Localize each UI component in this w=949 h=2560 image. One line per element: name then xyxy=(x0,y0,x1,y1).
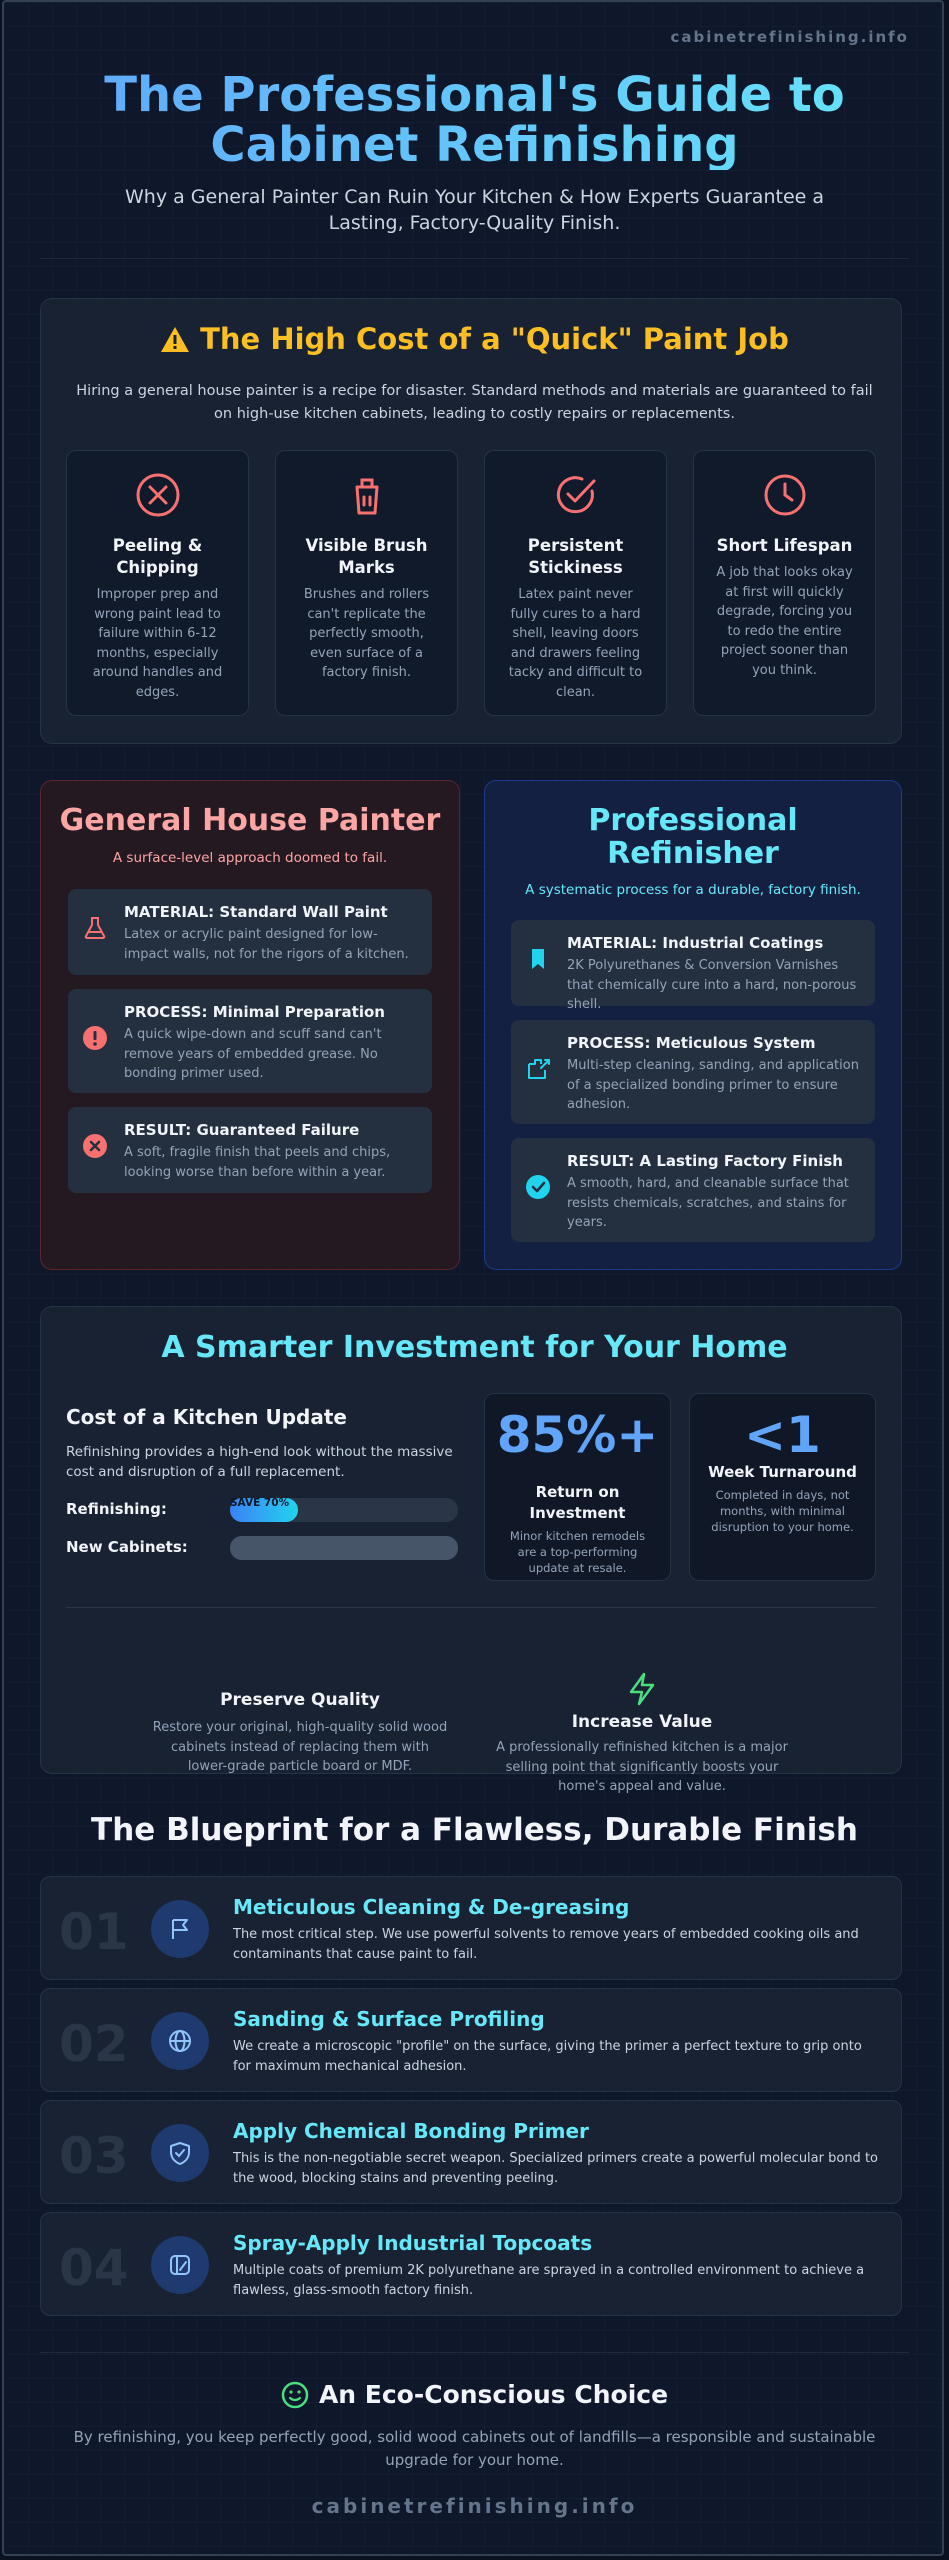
flag-icon xyxy=(167,1916,193,1942)
warning-icon xyxy=(160,326,190,353)
painter-title: General House Painter xyxy=(59,803,441,838)
clock-icon xyxy=(761,471,809,519)
bar-label-new-cabinets: New Cabinets: xyxy=(66,1538,188,1556)
x-circle-icon xyxy=(134,471,182,519)
refinisher-item xyxy=(511,920,875,1012)
refinisher-item-title: MATERIAL: Industrial Coatings xyxy=(567,934,824,952)
painter-item-text: Latex or acrylic paint designed for low-impact walls, not for the rigors of a kitchen. xyxy=(124,927,409,962)
painter-item-text: A soft, fragile finish that peels and chips, looking worse than before within a year. xyxy=(124,1145,391,1180)
step-text: This is the non-negotiable secret weapon. Specialized primers create a powerful molecular bond to the wood, blocking stains and preventing peeling. xyxy=(233,2151,878,2186)
process-icon xyxy=(525,1056,551,1082)
issue-title: Persistent Stickiness xyxy=(527,536,624,577)
save-badge: SAVE 70% xyxy=(230,1497,290,1509)
x-icon xyxy=(82,1133,108,1159)
refinisher-item-title: PROCESS: Meticulous System xyxy=(567,1034,816,1052)
issue-title: Visible Brush Marks xyxy=(305,536,428,577)
step-text: The most critical step. We use powerful solvents to remove years of embedded cooking oils and contaminants that cause paint to fail. xyxy=(233,1927,859,1962)
refinisher-subtitle: A systematic process for a durable, factory finish. xyxy=(525,882,861,898)
flask-icon xyxy=(82,915,108,941)
exclamation-icon xyxy=(82,1025,108,1051)
check-badge-icon xyxy=(525,1174,551,1200)
stat-text: Completed in days, not months, with minimal disruption to your home. xyxy=(711,1488,854,1534)
process-step xyxy=(40,2212,902,2316)
divider xyxy=(66,1607,876,1608)
process-step xyxy=(40,1876,902,1980)
site-domain-footer[interactable]: cabinetrefinishing.info xyxy=(311,2494,638,2518)
cost-title xyxy=(0,322,949,356)
new-cabinets-bar-track xyxy=(230,1536,458,1560)
issue-text: A job that looks okay at first will quickly degrade, forcing you to redo the entire project sooner than you think. xyxy=(716,565,853,678)
cost-title-text: The High Cost of a "Quick" Paint Job xyxy=(200,322,789,356)
lightning-icon xyxy=(626,1672,658,1710)
page-subtitle: Why a General Painter Can Ruin Your Kitchen & How Experts Guarantee a Lasting, Factory-Quality Finish. xyxy=(124,186,825,234)
stat-label: Week Turnaround xyxy=(708,1463,857,1481)
page-title: The Professional's Guide to Cabinet Refinishing xyxy=(0,70,949,170)
new-cabinets-bar-fill xyxy=(230,1536,458,1560)
painter-item xyxy=(68,989,432,1093)
step-number: 04 xyxy=(59,2239,129,2297)
issue-card xyxy=(275,450,458,716)
issue-card xyxy=(484,450,667,716)
check-circle-icon xyxy=(552,471,600,519)
refinisher-item-text: 2K Polyurethanes & Conversion Varnishes that chemically cure into a hard, non-porous shell. xyxy=(567,958,857,1012)
step-title: Spray-Apply Industrial Topcoats xyxy=(233,2231,593,2255)
painter-item-text: A quick wipe-down and scuff sand can't remove years of embedded grease. No bonding primer used. xyxy=(124,1027,382,1081)
stat-turnaround xyxy=(689,1393,876,1581)
refinisher-item xyxy=(511,1138,875,1242)
issue-title: Peeling & Chipping xyxy=(112,536,203,577)
painter-item xyxy=(68,1107,432,1193)
painter-item-title: RESULT: Guaranteed Failure xyxy=(124,1121,360,1139)
benefit-text: Restore your original, high-quality solid wood cabinets instead of replacing them with lower-grade particle board or MDF. xyxy=(152,1720,448,1774)
step-number: 01 xyxy=(59,1903,129,1961)
issue-title: Short Lifespan xyxy=(716,536,853,555)
refinishing-bar-track xyxy=(230,1498,458,1522)
step-icon-circle xyxy=(151,2012,209,2070)
step-title: Meticulous Cleaning & De-greasing xyxy=(233,1895,630,1919)
bar-label-refinishing: Refinishing: xyxy=(66,1500,167,1518)
step-text: Multiple coats of premium 2K polyurethane are sprayed in a controlled environment to achieve a flawless, glass-smooth factory finish. xyxy=(233,2263,865,2298)
issue-text: Latex paint never fully cures to a hard shell, leaving doors and drawers feeling tacky and difficult to clean. xyxy=(508,587,643,700)
process-step xyxy=(40,1988,902,2092)
refinishing-bar-fill xyxy=(230,1498,298,1522)
painter-item xyxy=(68,889,432,975)
site-domain-header[interactable]: cabinetrefinishing.info xyxy=(670,28,909,46)
blueprint-title: The Blueprint for a Flawless, Durable Finish xyxy=(91,1812,858,1848)
benefit-title: Increase Value xyxy=(571,1712,713,1732)
step-icon-circle xyxy=(151,1900,209,1958)
benefit-text: A professionally refinished kitchen is a major selling point that significantly boosts your home's appeal and value. xyxy=(496,1740,788,1794)
issue-text: Improper prep and wrong paint lead to failure within 6-12 months, especially around handles and edges. xyxy=(92,587,223,700)
investment-text: Refinishing provides a high-end look without the massive cost and disruption of a full replacement. xyxy=(66,1444,453,1480)
issue-card xyxy=(693,450,876,716)
spray-icon xyxy=(167,2252,193,2278)
step-number: 03 xyxy=(59,2127,129,2185)
step-text: We create a microscopic "profile" on the surface, giving the primer a perfect texture to grip onto for maximum mechanical adhesion. xyxy=(233,2039,862,2074)
step-icon-circle xyxy=(151,2124,209,2182)
painter-subtitle: A surface-level approach doomed to fail. xyxy=(112,850,388,866)
cost-description: Hiring a general house painter is a recipe for disaster. Standard methods and materials are guaranteed to fail on high-use kitchen cabinets, leading to costly repairs or replacements. xyxy=(76,383,873,422)
stat-roi xyxy=(484,1393,671,1581)
refinisher-item xyxy=(511,1020,875,1124)
painter-item-title: MATERIAL: Standard Wall Paint xyxy=(124,903,388,921)
issue-text: Brushes and rollers can't replicate the perfectly smooth, even surface of a factory finish. xyxy=(303,587,430,680)
shield-check-icon xyxy=(167,2140,193,2166)
eco-title: An Eco-Conscious Choice xyxy=(318,2380,669,2409)
refinisher-item-text: A smooth, hard, and cleanable surface that resists chemicals, scratches, and stains for years. xyxy=(567,1176,849,1230)
benefit-title: Preserve Quality xyxy=(220,1690,380,1710)
refinisher-title: Professional Refinisher xyxy=(588,803,798,871)
investment-heading: Cost of a Kitchen Update xyxy=(66,1405,347,1429)
refinisher-item-title: RESULT: A Lasting Factory Finish xyxy=(567,1152,843,1170)
smile-icon xyxy=(281,2381,309,2409)
stat-value: <1 xyxy=(744,1406,821,1464)
investment-title: A Smarter Investment for Your Home xyxy=(161,1330,788,1365)
painter-item-title: PROCESS: Minimal Preparation xyxy=(124,1003,385,1021)
bookmark-icon xyxy=(525,946,551,972)
paint-bucket-icon xyxy=(343,471,391,519)
step-title: Apply Chemical Bonding Primer xyxy=(233,2119,589,2143)
process-step xyxy=(40,2100,902,2204)
divider xyxy=(40,258,909,259)
step-number: 02 xyxy=(59,2015,129,2073)
divider xyxy=(40,2352,909,2353)
eco-header xyxy=(0,2380,949,2409)
stat-value: 85%+ xyxy=(496,1406,659,1464)
globe-icon xyxy=(167,2028,193,2054)
issue-card xyxy=(66,450,249,716)
eco-text: By refinishing, you keep perfectly good, solid wood cabinets out of landfills—a responsible and sustainable upgrade for your home. xyxy=(73,2428,876,2469)
step-title: Sanding & Surface Profiling xyxy=(233,2007,545,2031)
stat-label: Return on Investment xyxy=(529,1483,626,1522)
stat-text: Minor kitchen remodels are a top-performing update at resale. xyxy=(509,1529,646,1575)
refinisher-item-text: Multi-step cleaning, sanding, and application of a specialized bonding primer to ensure adhesion. xyxy=(567,1058,859,1112)
step-icon-circle xyxy=(151,2236,209,2294)
